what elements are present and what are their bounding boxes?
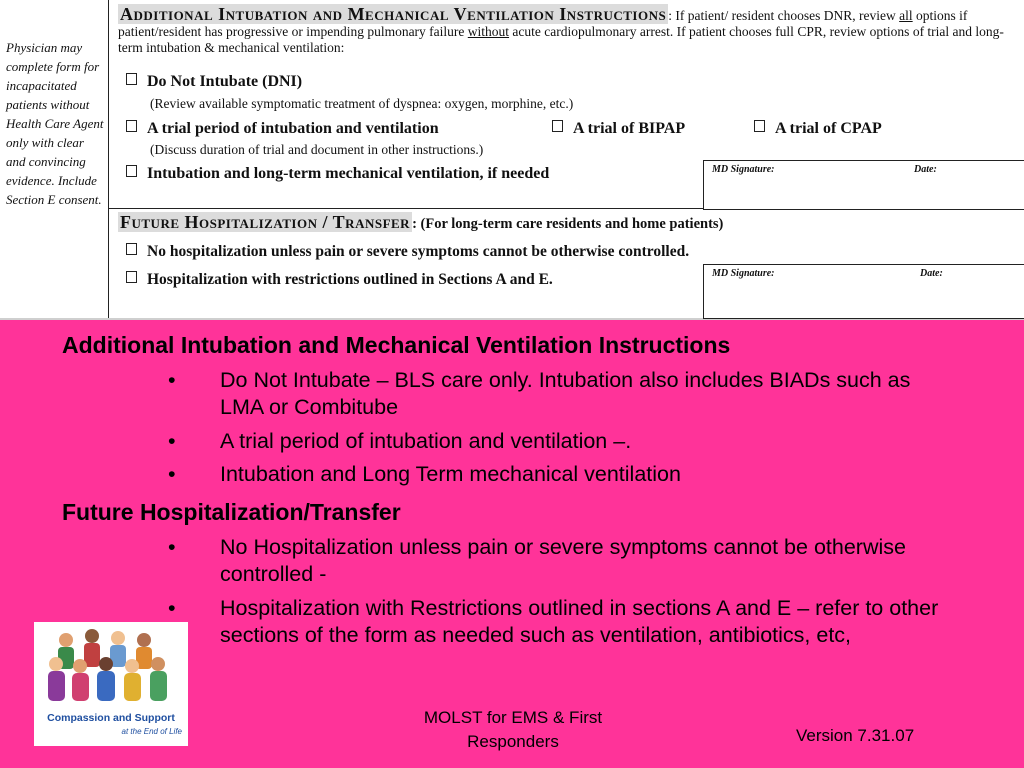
form-option-trial: [126, 120, 439, 138]
form-section1-heading: Additional Intubation and Mechanical Ventilation Instructions: [120, 4, 667, 24]
form-section1-body-c: acute cardiopulmonary arrest. If patient chooses full CPR, review options of trial and long-term intubation & mechanical ventilation:: [118, 24, 1004, 55]
logo-text-main: Compassion and Support: [47, 712, 175, 724]
bullet-item: [168, 534, 958, 588]
form-option-bipap-label: A trial of BIPAP: [573, 120, 686, 137]
compassion-support-logo: [34, 622, 188, 746]
checkbox-icon: [126, 271, 137, 283]
form-option-trial-label: A trial period of intubation and ventilation: [147, 120, 439, 137]
bullet-item: [168, 367, 958, 421]
form-side-note: Physician may complete form for incapacitated patients without Health Care Agent only with clear and convincing evidence. Include Section E consent.: [6, 40, 104, 207]
bullet-icon: •: [168, 368, 176, 392]
md-signature-label: MD Signature:: [712, 268, 775, 279]
logo-text-sub: at the End of Life: [121, 727, 182, 736]
form-section2-heading: Future Hospitalization / Transfer: [120, 212, 411, 232]
form-option-bipap: [552, 120, 685, 138]
slide-heading-intubation: Additional Intubation and Mechanical Ventilation Instructions: [62, 332, 731, 358]
form-option-trial-note: (Discuss duration of trial and document in other instructions.): [150, 142, 484, 157]
form-scan: [0, 0, 1024, 320]
form-option-no-hosp: [126, 243, 689, 261]
form-section2-header: [118, 214, 1013, 232]
footer-title: MOLST for EMS & First Responders: [423, 708, 603, 751]
form-section1-signature-box: [703, 160, 1024, 210]
bullet-icon: •: [168, 535, 176, 559]
form-section1-body-underline1: all: [899, 8, 913, 23]
form-option-dni-label: Do Not Intubate (DNI): [147, 73, 303, 90]
bullet-icon: •: [168, 429, 176, 453]
slide-heading-hospitalization: Future Hospitalization/Transfer: [62, 499, 401, 525]
form-option-hosp-restrict: [126, 271, 553, 289]
bullet-text: No Hospitalization unless pain or severe symptoms cannot be otherwise controlled -: [220, 535, 906, 586]
form-section1-body-a: : If patient/ resident chooses DNR, review: [668, 8, 900, 23]
checkbox-icon: [126, 243, 137, 255]
form-divider-vertical: [108, 0, 109, 318]
bullet-text: Intubation and Long Term mechanical ventilation: [220, 462, 681, 486]
form-option-cpap-label: A trial of CPAP: [775, 120, 882, 137]
form-option-hosp-restrict-label: Hospitalization with restrictions outlined in Sections A and E.: [147, 271, 553, 288]
bullet-item: [168, 428, 958, 455]
people-group-icon: [34, 622, 188, 712]
form-section1-body-b: options if patient/resident has progressive or impending pulmonary failure: [118, 8, 968, 39]
checkbox-icon: [754, 120, 765, 132]
bullet-item: [168, 595, 958, 649]
bullet-icon: •: [168, 462, 176, 486]
bullet-text: Do Not Intubate – BLS care only. Intubation also includes BIADs such as LMA or Combitube: [220, 368, 911, 419]
date-label: Date:: [914, 164, 937, 175]
form-section1-header: [118, 6, 1013, 56]
form-option-longterm: [126, 165, 549, 183]
date-label: Date:: [920, 268, 943, 279]
form-option-dni-note: (Review available symptomatic treatment of dyspnea: oxygen, morphine, etc.): [150, 96, 574, 111]
form-option-dni: [126, 73, 302, 91]
footer-version: Version 7.31.07: [796, 726, 915, 745]
md-signature-label: MD Signature:: [712, 164, 775, 175]
checkbox-icon: [552, 120, 563, 132]
form-section1-body-underline2: without: [467, 24, 510, 39]
checkbox-icon: [126, 120, 137, 132]
form-section2-signature-box: [703, 264, 1024, 319]
checkbox-icon: [126, 73, 137, 85]
form-option-cpap: [754, 120, 882, 138]
checkbox-icon: [126, 165, 137, 177]
form-option-longterm-label: Intubation and long-term mechanical ventilation, if needed: [147, 165, 550, 182]
bullet-text: Hospitalization with Restrictions outlined in sections A and E – refer to other sections of the form as needed such as ventilation, antibiotics, etc,: [220, 596, 939, 647]
bullet-item: [168, 461, 958, 488]
bullet-icon: •: [168, 596, 176, 620]
bullet-text: A trial period of intubation and ventilation –.: [220, 429, 632, 453]
form-section2-body: : (For long-term care residents and home patients): [412, 216, 724, 232]
form-option-no-hosp-label: No hospitalization unless pain or severe symptoms cannot be otherwise controlled.: [147, 243, 690, 260]
